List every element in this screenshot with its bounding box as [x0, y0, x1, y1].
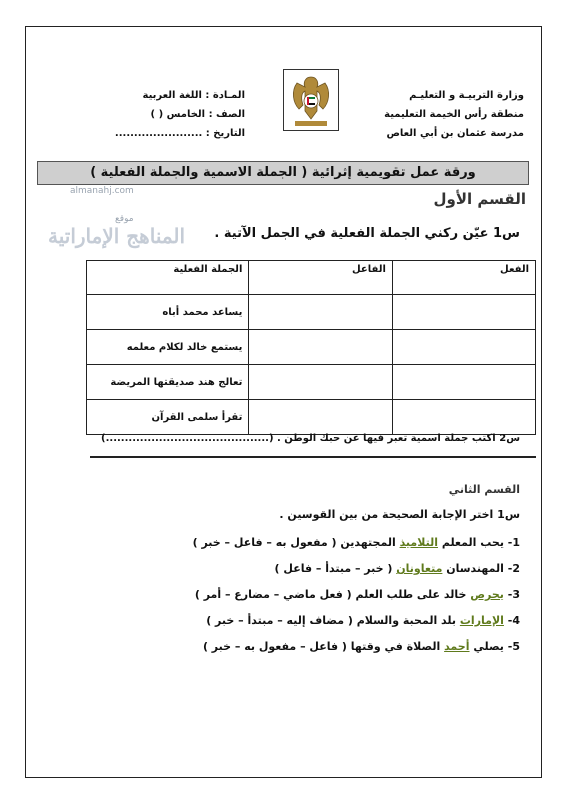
section-divider	[90, 456, 536, 458]
sentence-cell: تعالج هند صديقتها المريضة	[87, 365, 249, 400]
header-sentence: الجملة الفعلية	[87, 261, 249, 295]
question1: س1 عيّن ركني الجملة الفعلية في الجمل الآتية .	[214, 226, 520, 241]
grade-label: الصف : الخامس ( )	[150, 109, 245, 120]
watermark-url: almanahj.com	[70, 186, 134, 196]
verb-cell[interactable]	[392, 400, 535, 435]
table-row	[87, 295, 536, 330]
verb-cell[interactable]	[392, 330, 535, 365]
sentence-cell: تقرأ سلمى القرآن	[87, 400, 249, 435]
question2: س2 اكتب جملة اسمية تعبر فيها عن حبك الوطن . (...........................................)	[101, 433, 520, 444]
list-item: 5- يصلي أحمد الصلاة في وقتها ( فاعل – مفعول به – خبر )	[202, 640, 520, 653]
subject-cell[interactable]	[249, 400, 393, 435]
highlighted-word: أحمد	[444, 640, 470, 653]
table-header-row	[87, 261, 536, 295]
subject-cell[interactable]	[249, 295, 393, 330]
uae-emblem-icon	[283, 69, 339, 131]
list-item: 2- المهندسان متعاونان ( خبر – مبتدأ – فاعل )	[274, 562, 520, 575]
table-row	[87, 365, 536, 400]
highlighted-word: التلاميذ	[399, 536, 438, 549]
region-name: منطقة رأس الخيمة التعليمية	[384, 109, 524, 120]
header-subject	[85, 86, 245, 143]
highlighted-word: الإمارات	[459, 614, 504, 627]
header-verb: الفعل	[392, 261, 535, 295]
verb-table	[86, 260, 536, 435]
date-label: التاريخ : .......................	[114, 128, 245, 139]
table-row	[87, 330, 536, 365]
table-row	[87, 400, 536, 435]
section1-heading: القسم الأول	[433, 190, 526, 208]
worksheet-title: ورقة عمل تقويمية إثرائية ( الجملة الاسمية والجملة الفعلية )	[37, 161, 529, 185]
choice-list	[193, 530, 520, 660]
header-ministry	[354, 86, 524, 143]
header-subject: الفاعل	[249, 261, 393, 295]
verb-cell[interactable]	[392, 365, 535, 400]
watermark-text: المناهج الإماراتية	[48, 224, 186, 248]
section2-heading: القسم الثاني	[448, 483, 520, 496]
watermark-small: موقع	[115, 214, 134, 224]
list-item: 4- الإمارات بلد المحبة والسلام ( مضاف إليه – مبتدأ – خبر )	[206, 614, 520, 627]
subject-cell[interactable]	[249, 330, 393, 365]
subject-label: المـادة : اللغة العربية	[142, 90, 245, 101]
list-item: 3- يحرص خالد على طلب العلم ( فعل ماضي – مضارع – أمر )	[194, 588, 520, 601]
sentence-cell: يساعد محمد أباه	[87, 295, 249, 330]
verb-cell[interactable]	[392, 295, 535, 330]
sentence-cell: يستمع خالد لكلام معلمه	[87, 330, 249, 365]
section2-question: س1 اختر الإجابة الصحيحة من بين القوسين .	[279, 508, 520, 521]
subject-cell[interactable]	[249, 365, 393, 400]
ministry-name: وزارة التربيـة و التعليـم	[409, 90, 524, 101]
school-name: مدرسة عثمان بن أبي العاص	[386, 128, 524, 139]
list-item: 1- يحب المعلم التلاميذ المجتهدين ( مفعول به – فاعل – خبر )	[192, 536, 520, 549]
highlighted-word: يحرص	[470, 588, 504, 601]
highlighted-word: متعاونان	[396, 562, 443, 575]
